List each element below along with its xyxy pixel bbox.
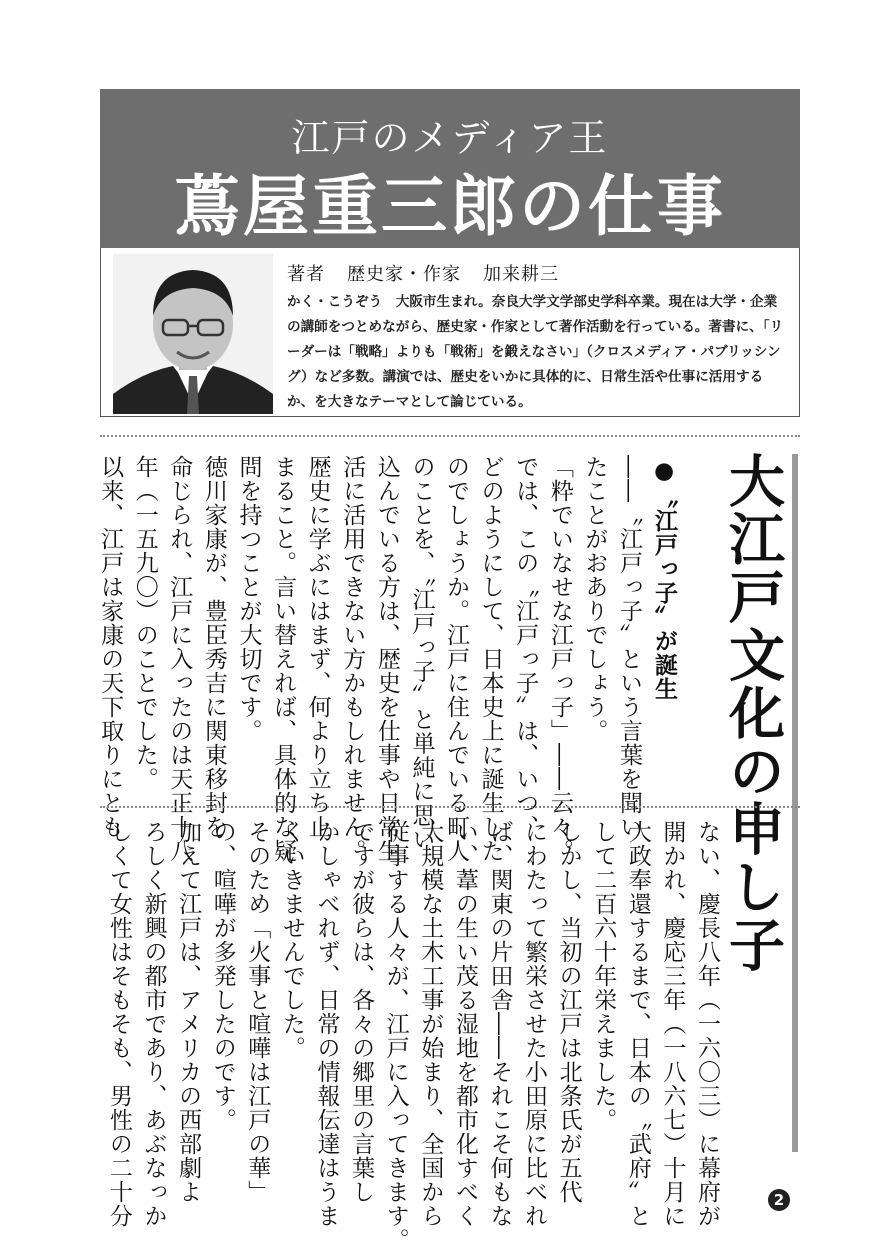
dotted-divider-top <box>100 435 800 437</box>
text-column: のでしょうか。江戸に住んでいる町人 <box>443 455 470 863</box>
text-column: 問を持つことが大切です。 <box>235 455 262 743</box>
lower-text-block <box>92 820 724 1252</box>
text-column: くいきませんでした。 <box>278 820 305 1060</box>
text-column: まること。言い替えれば、具体的な疑 <box>270 455 297 863</box>
text-column: ろしく新興の都市であり、あぶなっか <box>140 820 167 1228</box>
text-column: ない、慶長八年（一六〇三）に幕府が <box>694 820 720 1228</box>
text-column: 大規模な土木工事が始まり、全国から <box>417 820 444 1228</box>
avatar <box>113 254 273 414</box>
text-column: かしゃべれず、日常の情報伝達はうま <box>313 820 340 1228</box>
author-heading <box>287 260 581 286</box>
text-column: 従事する人々が、江戸に入ってきます。 <box>382 820 409 1252</box>
text-column: ――〝江戸っ子〟という言葉を聞い <box>616 455 642 839</box>
banner-subtitle: 江戸のメディア王 <box>291 116 609 160</box>
dotted-divider-middle <box>100 806 800 808</box>
article-title: 大江戸文化の申し子 <box>720 452 785 974</box>
text-column: のことを、〝江戸っ子〟と単純に思い <box>408 455 435 852</box>
text-column: 開かれ、慶応三年（一八六七）十月に <box>659 820 686 1228</box>
text-column: しくて女性はそもそも、男性の二十分 <box>105 820 132 1228</box>
title-accent-bar <box>792 454 798 1152</box>
title-banner <box>100 89 800 248</box>
text-column: して二百六十年栄えました。 <box>590 820 617 1132</box>
text-column: 年（一五九〇）のことでした。 <box>131 455 158 791</box>
author-bio: かく・こうぞう 大阪市生まれ。奈良大学文学部史学科卒業。現在は大学・企業の講師をつとめながら、歴史家・作家として著作活動を行っている。著書に、「リーダーは「戦略」よりも「戦術」を鍛えなさい」（クロスメディア・パブリッシング）など多数。講演では、歴史をいかに具体的に、日常生活や仕事に活用するか、を大きなテーマとして論じている。 <box>287 294 784 410</box>
author-role: 著者 <box>287 264 325 285</box>
banner-title: 蔦屋重三郎の仕事 <box>174 168 726 245</box>
text-column: 歴史に学ぶにはまず、何より立ち止 <box>304 455 331 839</box>
upper-text-block <box>92 455 646 863</box>
text-column: どのようにして、日本史上に誕生した <box>477 455 504 863</box>
author-profile <box>100 248 800 417</box>
author-profession: 歴史家・作家 <box>347 264 461 285</box>
text-column: そのため「火事と喧嘩は江戸の華」 <box>244 820 271 1204</box>
text-column: ですが彼らは、各々の郷里の言葉し <box>348 820 375 1204</box>
author-photo-icon <box>113 254 273 414</box>
text-column: 徳川家康が、豊臣秀吉に関東移封を <box>200 455 227 839</box>
text-column: たことがおありでしょう。 <box>581 455 608 743</box>
text-column: 命じられ、江戸に入ったのは天正十八 <box>166 455 193 863</box>
text-column: ば、関東の片田舎――それこそ何もな <box>486 820 513 1228</box>
text-column: 大政奉還するまで、日本の〝武府〟と <box>624 820 651 1228</box>
page-number: 2 <box>768 1189 790 1211</box>
text-column: 込んでいる方は、歴史を仕事や日常生 <box>373 455 400 863</box>
author-name: 加来耕三 <box>483 264 559 285</box>
text-column: では、この〝江戸っ子〟は、いつ、 <box>512 455 539 839</box>
text-column: にわたって繁栄させた小田原に比べれ <box>521 820 548 1228</box>
text-column: 以来、江戸は家康の天下取りにとも <box>97 455 124 839</box>
text-column: 加えて江戸は、アメリカの西部劇よ <box>175 820 202 1204</box>
article-subhead: ●〝江戸っ子〟が誕生 <box>651 458 677 701</box>
text-column: の、喧嘩が多発したのです。 <box>209 820 236 1132</box>
text-column: 活に活用できない方かもしれません。 <box>339 455 366 863</box>
text-column: い、葦の生い茂る湿地を都市化すべく <box>451 820 478 1228</box>
text-column: 「粋でいなせな江戸っ子」――云々。 <box>546 455 573 863</box>
text-column: しかし、当初の江戸は北条氏が五代 <box>555 820 582 1204</box>
